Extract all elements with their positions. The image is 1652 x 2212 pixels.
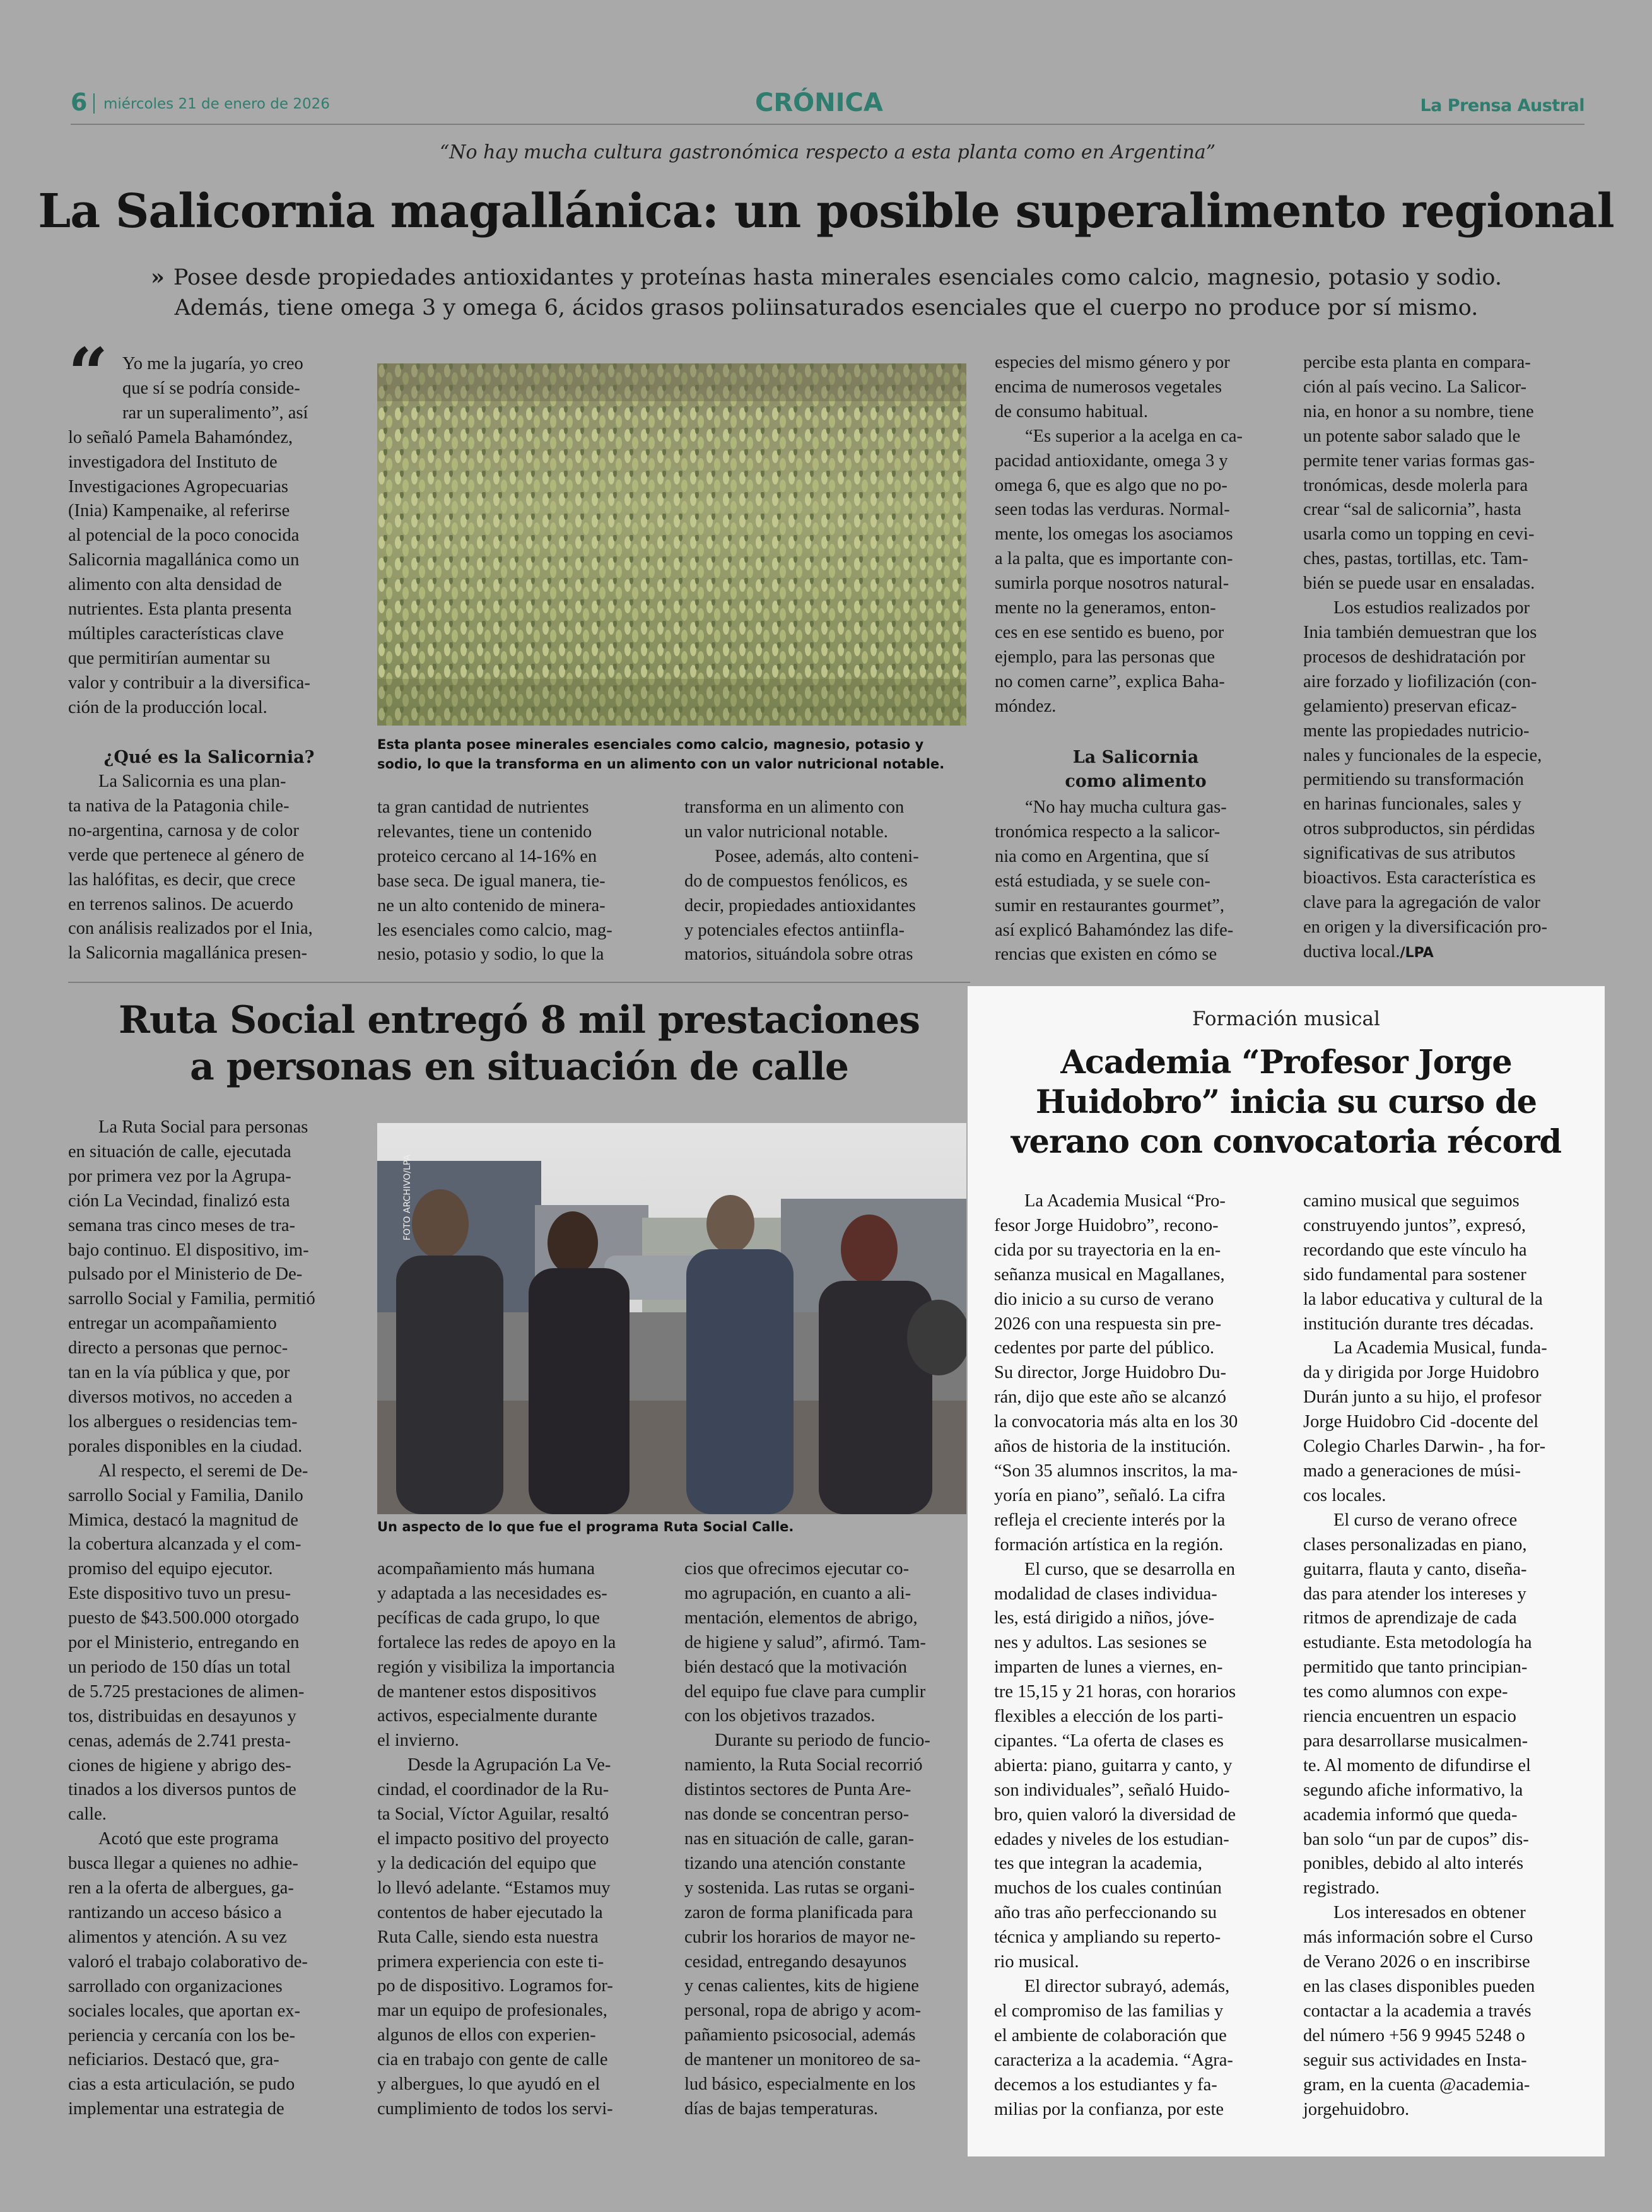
- text-line: milias por la confianza, por este: [994, 2099, 1224, 2119]
- text-line: procesos de deshidratación por: [1303, 647, 1526, 667]
- text-line: da y dirigida por Jorge Huidobro: [1303, 1363, 1539, 1383]
- text-line: el ambiente de colaboración que: [994, 2025, 1227, 2045]
- text-line: técnica y ampliando su reperto-: [994, 1927, 1221, 1948]
- text-line: les, está dirigido a niños, jóve-: [994, 1608, 1215, 1628]
- text-line: omega 6, que es algo que no po-: [995, 475, 1227, 495]
- text-line: formación artística en la región.: [994, 1534, 1224, 1555]
- article1-column-2: [377, 796, 659, 967]
- text-line: edades y niveles de los estudian-: [994, 1829, 1229, 1849]
- text-line: tos, distribuidas en desayunos y: [68, 1706, 296, 1726]
- text-line: riencia encuentren un espacio: [1303, 1707, 1516, 1727]
- text-line: y cenas calientes, kits de higiene: [684, 1976, 919, 1996]
- text-line: Inia también demuestran que los: [1303, 622, 1537, 642]
- text-line: un valor nutricional notable.: [684, 821, 888, 842]
- text-line: decir, propiedades antioxidantes: [684, 895, 916, 915]
- text-line: valoró el trabajo colaborativo de-: [68, 1951, 308, 1972]
- text-line: y albergues, lo que ayudó en el: [377, 2074, 600, 2095]
- text-line: la convocatoria más alta en los 30: [994, 1412, 1238, 1432]
- text-line: otros subproductos, sin pérdidas: [1303, 819, 1535, 839]
- text-line: ciones de higiene y abrigo des-: [68, 1755, 291, 1775]
- text-line: en origen y la diversificación pro-: [1303, 917, 1547, 937]
- text-line: El curso, que se desarrolla en: [1024, 1559, 1235, 1579]
- salicornia-photo-caption: Esta planta posee minerales esenciales como calcio, magnesio, potasio y sodio, lo que la transforma en un alimento con un valor nutricional notable.: [377, 737, 945, 772]
- text-line: de Verano 2026 o en inscribirse: [1303, 1952, 1530, 1972]
- text-line: ches, pastas, tortillas, etc. Tam-: [1303, 549, 1528, 569]
- text-line: bién se puede usar en ensaladas.: [1303, 574, 1535, 594]
- text-line: Este dispositivo tuvo un presu-: [68, 1584, 291, 1604]
- text-line: Yo me la jugaría, yo creo: [122, 354, 303, 374]
- text-line: [1303, 940, 1585, 966]
- text-line: que permitirían aumentar su: [68, 648, 271, 668]
- text-line: pacidad antioxidante, omega 3 y: [995, 450, 1228, 471]
- quote-mark-icon: “: [68, 332, 108, 414]
- text-line: academia informó que queda-: [1303, 1804, 1518, 1825]
- text-line: un periodo de 150 días un total: [68, 1657, 291, 1677]
- text-line: periencia y cercanía con los be-: [68, 2025, 296, 2045]
- text-line: especies del mismo género y por: [995, 353, 1230, 372]
- text-line: días de bajas temperaturas.: [684, 2098, 879, 2119]
- text-line: en terrenos salinos. De acuerdo: [68, 894, 293, 914]
- text-line: institución durante tres décadas.: [1303, 1314, 1534, 1334]
- page-header: [71, 88, 1585, 124]
- text-line: móndez.: [995, 696, 1057, 716]
- article1-headline: La Salicornia magallánica: un posible superalimento regional: [38, 184, 1614, 238]
- text-line: rantizando un acceso básico a: [68, 1903, 282, 1922]
- text-line: rar un superalimento”, así: [122, 403, 308, 423]
- text-line: de mantener estos dispositivos: [377, 1681, 597, 1702]
- text-line: tan en la vía pública y que, por: [68, 1363, 290, 1383]
- text-line: ción de la producción local.: [68, 697, 267, 717]
- text-line: “No hay mucha cultura gas-: [1025, 797, 1227, 817]
- text-line: sumirla porque nosotros natural-: [995, 574, 1229, 594]
- text-line: Los estudios realizados por: [1333, 598, 1530, 618]
- text-line: ban solo “un par de cupos” dis-: [1303, 1829, 1529, 1849]
- text-line: verde que pertenece al género de: [68, 845, 305, 865]
- text-line: La Academia Musical, funda-: [1333, 1338, 1547, 1358]
- text-line: así explicó Bahamóndez las dife-: [995, 920, 1234, 940]
- text-line: bioactivos. Esta característica es: [1303, 868, 1536, 888]
- article2-headline: [68, 997, 970, 1090]
- text-line: calle.: [68, 1804, 107, 1825]
- text-line: nas en situación de calle, garan-: [684, 1828, 915, 1849]
- text-line: Durán junto a su hijo, el profesor: [1303, 1387, 1542, 1408]
- text-line: en las clases disponibles pueden: [1303, 1977, 1535, 1996]
- text-line: El curso de verano ofrece: [1333, 1510, 1518, 1530]
- text-line: muchos de los cuales continúan: [994, 1878, 1222, 1898]
- subhead-line: como alimento: [1065, 772, 1207, 791]
- article2-column-1: [68, 1115, 350, 2122]
- text-line: transforma en un alimento con: [684, 797, 905, 817]
- article1-column-1-bottom: [68, 770, 350, 966]
- headline-line: Ruta Social entregó 8 mil prestaciones: [119, 998, 920, 1042]
- text-line: contentos de haber ejecutado la: [377, 1902, 603, 1922]
- text-line: promiso del equipo ejecutor.: [68, 1559, 273, 1579]
- text-line: alimento con alta densidad de: [68, 575, 282, 595]
- text-line: cia en trabajo con gente de calle: [377, 2050, 608, 2070]
- text-line: mentación, elementos de abrigo,: [684, 1608, 918, 1628]
- text-line: y sostenida. Las rutas se organi-: [684, 1878, 915, 1898]
- article1-column-4-top: [995, 351, 1277, 719]
- text-line: permitido que tanto principian-: [1303, 1657, 1528, 1678]
- text-line: los albergues o residencias tem-: [68, 1411, 298, 1432]
- subhead-line: La Salicornia: [1072, 748, 1199, 767]
- text-line: personal, ropa de abrigo y acom-: [684, 2001, 922, 2021]
- text-line: mo agrupación, en cuanto a ali-: [684, 1583, 911, 1603]
- text-line: nia, en honor a su nombre, tiene: [1303, 401, 1534, 421]
- text-line: ne un alto contenido de minera-: [377, 895, 606, 915]
- text-line: señanza musical en Magallanes,: [994, 1264, 1225, 1285]
- text-line: encima de numerosos vegetales: [995, 377, 1222, 397]
- article1-signature: /LPA: [1400, 944, 1434, 961]
- text-line: no-argentina, carnosa y de color: [68, 820, 299, 840]
- text-line: recordando que este vínculo ha: [1303, 1240, 1527, 1260]
- text-line: valor y contribuir a la diversifica-: [68, 673, 310, 693]
- text-line: está estudiada, y se suele con-: [995, 871, 1210, 891]
- text-line: usarla como un topping en cevi-: [1303, 524, 1535, 544]
- text-line: matorios, situándola sobre otras: [684, 944, 913, 965]
- text-line: tizando una atención constante: [684, 1853, 906, 1873]
- text-line: 2026 con una respuesta sin pre-: [994, 1314, 1222, 1334]
- page-number: 6: [71, 88, 88, 116]
- text-line: las halófitas, es decir, que crece: [68, 869, 296, 890]
- ruta-social-photo: [377, 1123, 966, 1514]
- text-line: flexibles a elección de los parti-: [994, 1707, 1224, 1727]
- text-line: bajo continuo. El dispositivo, im-: [68, 1240, 309, 1260]
- text-line: caracteriza a la academia. “Agra-: [994, 2050, 1233, 2070]
- text-line: la labor educativa y cultural de la: [1303, 1289, 1543, 1309]
- text-line: algunos de ellos con experien-: [377, 2025, 596, 2045]
- text-line: nia como en Argentina, que sí: [995, 846, 1209, 866]
- text-line: Ruta Calle, siendo esta nuestra: [377, 1927, 599, 1947]
- text-line: ejemplo, para las personas que: [995, 647, 1215, 667]
- text-line: cedentes por parte del público.: [994, 1338, 1214, 1358]
- text-line: para desarrollarse musicalmen-: [1303, 1731, 1528, 1751]
- text-line: ta Social, Víctor Aguilar, resaltó: [377, 1804, 609, 1825]
- text-line: lud básico, especialmente en los: [684, 2074, 916, 2095]
- text-line: nales y funcionales de la especie,: [1303, 745, 1542, 765]
- text-line: mente, los omegas los asociamos: [995, 524, 1233, 544]
- header-rule: [71, 124, 1585, 125]
- text-line: jorgehuidobro.: [1303, 2099, 1410, 2119]
- text-line: refleja el creciente interés por la: [994, 1510, 1226, 1530]
- text-line: fesor Jorge Huidobro”, recono-: [994, 1215, 1219, 1235]
- text-line: mado a generaciones de músi-: [1303, 1461, 1521, 1481]
- text-line: seen todas las verduras. Normal-: [995, 500, 1230, 520]
- text-line: Durante su periodo de funcio-: [715, 1731, 930, 1751]
- text-line: segundo afiche informativo, la: [1303, 1780, 1523, 1800]
- text-line: zaron de forma planificada para: [684, 1902, 913, 1922]
- text-line: rio musical.: [994, 1952, 1079, 1972]
- text-line: Los interesados en obtener: [1333, 1903, 1526, 1923]
- text-line: nutrientes. Esta planta presenta: [68, 599, 292, 620]
- text-line: acompañamiento más humana: [377, 1559, 595, 1579]
- text-line: cipantes. “La oferta de clases es: [994, 1731, 1224, 1751]
- text-line: tronómicas, desde molerla para: [1303, 475, 1528, 495]
- text-line: bién destacó que la motivación: [684, 1657, 907, 1677]
- text-line: por el Ministerio, entregando en: [68, 1633, 300, 1653]
- text-line: Desde la Agrupación La Ve-: [407, 1755, 611, 1775]
- text-line: Investigaciones Agropecuarias: [68, 476, 288, 497]
- text-line: ción La Vecindad, finalizó esta: [68, 1191, 290, 1211]
- text-line: neficiarios. Destacó que, gra-: [68, 2050, 279, 2070]
- subhead-que-es: ¿Qué es la Salicornia?: [103, 748, 315, 767]
- text-line: po de dispositivo. Logramos for-: [377, 1976, 613, 1996]
- text-line: por primera vez por la Agrupa-: [68, 1166, 291, 1186]
- text-line: ción al país vecino. La Salicor-: [1303, 377, 1526, 397]
- text-line: busca llegar a quienes no adhie-: [68, 1854, 298, 1874]
- text-line: (Inia) Kampenaike, al referirse: [68, 501, 290, 521]
- article1-kicker: “No hay mucha cultura gastronómica respecto a esta planta como en Argentina”: [439, 141, 1216, 163]
- text-line: de mantener un monitoreo de sa-: [684, 2050, 921, 2070]
- text-line: imparten de lunes a viernes, en-: [994, 1657, 1223, 1678]
- text-line: alimentos y atención. A su vez: [68, 1927, 287, 1947]
- text-line: proteico cercano al 14-16% en: [377, 846, 597, 866]
- text-line: das para atender los intereses y: [1303, 1584, 1526, 1604]
- header-divider: [93, 93, 95, 114]
- text-line: lo señaló Pamela Bahamóndez,: [68, 427, 293, 447]
- text-line: permite tener varias formas gas-: [1303, 450, 1535, 471]
- text-line: sarrollo Social y Familia, Danilo: [68, 1485, 303, 1505]
- ruta-social-photo-caption: Un aspecto de lo que fue el programa Ruta Social Calle.: [377, 1519, 794, 1534]
- text-line: rencias que existen en cómo se: [995, 944, 1217, 965]
- text-line: ponibles, debido al alto interés: [1303, 1854, 1524, 1874]
- text-line: con análisis realizados por el Inia,: [68, 919, 313, 939]
- text-line: clave para la agregación de valor: [1303, 892, 1540, 912]
- academia-article-box: [968, 986, 1605, 2156]
- text-line: cias a esta articulación, se pudo: [68, 2074, 295, 2095]
- article1-deck: [95, 262, 1558, 323]
- text-line: “Son 35 alumnos inscritos, la ma-: [994, 1461, 1238, 1481]
- text-line: Colegio Charles Darwin- , ha for-: [1303, 1437, 1546, 1457]
- headline-line: verano con convocatoria récord: [1011, 1123, 1562, 1161]
- article3-column-1: [994, 1189, 1276, 2122]
- text-line: mente no la generamos, enton-: [995, 598, 1216, 618]
- text-line: mar un equipo de profesionales,: [377, 2001, 607, 2021]
- text-line: sociales locales, que aportan ex-: [68, 2001, 300, 2021]
- text-line: Mimica, destacó la magnitud de: [68, 1510, 298, 1530]
- text-line: sarrollo Social y Familia, permitió: [68, 1289, 315, 1309]
- article3-column-2: [1303, 1189, 1585, 2122]
- text-line: puesto de $43.500.000 otorgado: [68, 1608, 299, 1628]
- article3-headline: [968, 1043, 1605, 1162]
- article3-kicker: Formación musical: [1192, 1008, 1380, 1030]
- text-line: Jorge Huidobro Cid -docente del: [1303, 1412, 1539, 1432]
- text-line: permitiendo su transformación: [1303, 770, 1524, 790]
- text-line: sido fundamental para sostener: [1303, 1264, 1526, 1285]
- text-line: ren a la oferta de albergues, ga-: [68, 1878, 294, 1898]
- text-line: Al respecto, el seremi de De-: [98, 1461, 308, 1481]
- text-line: seguir sus actividades en Insta-: [1303, 2050, 1527, 2070]
- text-line: y la dedicación del equipo que: [377, 1853, 597, 1873]
- text-line: Salicornia magallánica como un: [68, 550, 300, 570]
- text-line: aire forzado y liofilización (con-: [1303, 671, 1537, 691]
- salicornia-photo: [377, 363, 966, 726]
- deck-line: Además, tiene omega 3 y omega 6, ácidos grasos poliinsaturados esenciales que el cuerpo no produce por sí mismo.: [174, 295, 1479, 321]
- text-line: sumir en restaurantes gourmet”,: [995, 895, 1225, 915]
- text-line: el impacto positivo del proyecto: [377, 1828, 609, 1849]
- text-line: son individuales”, señaló Huido-: [994, 1780, 1230, 1800]
- text-line: el compromiso de las familias y: [994, 2001, 1224, 2021]
- text-line: les esenciales como calcio, mag-: [377, 920, 612, 940]
- text-line: en harinas funcionales, sales y: [1303, 794, 1521, 815]
- text-line: decemos a los estudiantes y fa-: [994, 2074, 1217, 2095]
- subhead-como-alimento: [995, 746, 1277, 794]
- article2-column-2: [377, 1557, 659, 2122]
- text-line: La Salicornia es una plan-: [98, 772, 286, 791]
- text-line: cubrir los horarios de mayor ne-: [684, 1927, 916, 1947]
- section-name: CRÓNICA: [755, 88, 883, 117]
- text-line: mente las propiedades nutricio-: [1303, 721, 1530, 741]
- text-line: pañamiento psicosocial, además: [684, 2025, 916, 2045]
- text-line: nesio, potasio y sodio, lo que la: [377, 944, 604, 965]
- text-line: namiento, la Ruta Social recorrió: [684, 1755, 923, 1775]
- text-line: al potencial de la poco conocida: [68, 526, 300, 546]
- text-line: año tras año perfeccionando su: [994, 1903, 1217, 1923]
- headline-line: Huidobro” inicia su curso de: [1035, 1083, 1537, 1121]
- text-line: guitarra, flauta y canto, diseña-: [1303, 1559, 1527, 1579]
- text-line: primera experiencia con este ti-: [377, 1951, 604, 1972]
- text-line: relevantes, tiene un contenido: [377, 821, 592, 842]
- text-line: del equipo fue clave para cumplir: [684, 1681, 926, 1702]
- article1-column-4-bottom: [995, 796, 1277, 967]
- text-line: dio inicio a su curso de verano: [994, 1289, 1214, 1309]
- text-line: base seca. De igual manera, tie-: [377, 871, 606, 891]
- text-line: a la palta, que es importante con-: [995, 549, 1233, 569]
- text-line: del número +56 9 9945 5248 o: [1303, 2025, 1525, 2045]
- text-line: “Es superior a la acelga en ca-: [1025, 426, 1243, 446]
- text-line: cida por su trayectoria en la en-: [994, 1240, 1221, 1260]
- text-line: Acotó que este programa: [98, 1829, 279, 1849]
- text-line: de higiene y salud”, afirmó. Tam-: [684, 1632, 926, 1652]
- text-line: cios que ofrecimos ejecutar co-: [684, 1559, 910, 1579]
- text-line: te. Al momento de difundirse el: [1303, 1755, 1531, 1775]
- text-line: porales disponibles en la ciudad.: [68, 1436, 303, 1456]
- text-line: años de historia de la institución.: [994, 1437, 1231, 1457]
- text-line: entregar un acompañamiento: [68, 1314, 277, 1334]
- text-line: ritmos de aprendizaje de cada: [1303, 1608, 1517, 1628]
- text-line: no comen carne”, explica Baha-: [995, 671, 1225, 691]
- text-line: estudiante. Esta metodología ha: [1303, 1633, 1532, 1653]
- text-line: modalidad de clases individua-: [994, 1584, 1217, 1604]
- deck-bullet-icon: »: [151, 264, 165, 290]
- text-line: nas donde se concentran perso-: [684, 1804, 910, 1825]
- text-line: pulsado por el Ministerio de De-: [68, 1264, 303, 1285]
- text-line: y potenciales efectos antiinfla-: [684, 920, 905, 940]
- article1-column-3: [684, 796, 966, 967]
- text-line: bro, quien valoró la diversidad de: [994, 1804, 1236, 1825]
- text-line: El director subrayó, además,: [1024, 1977, 1230, 1996]
- text-line: un potente sabor salado que le: [1303, 426, 1521, 446]
- newspaper-name: La Prensa Austral: [1420, 96, 1585, 115]
- text-line: cenas, además de 2.741 presta-: [68, 1731, 291, 1751]
- text-line: que sí se podría conside-: [122, 378, 300, 398]
- article1-column-1-top: [68, 352, 350, 721]
- article-separator: [68, 982, 970, 983]
- text-line: de 5.725 prestaciones de alimen-: [68, 1681, 305, 1702]
- text-line: ta gran cantidad de nutrientes: [377, 797, 589, 817]
- text-line: registrado.: [1303, 1878, 1380, 1898]
- photo-credit: FOTO ARCHIVO/LPA: [402, 1154, 413, 1241]
- article1-column-5: [1303, 351, 1585, 966]
- text-line: Posee, además, alto conteni-: [715, 846, 919, 866]
- text-line: con los objetivos trazados.: [684, 1706, 876, 1726]
- street-scene-image: [377, 1123, 966, 1514]
- text-line: camino musical que seguimos: [1303, 1191, 1520, 1211]
- text-line: múltiples características clave: [68, 623, 284, 644]
- text-line: lo llevó adelante. “Estamos muy: [377, 1878, 611, 1898]
- text-line: región y visibiliza la importancia: [377, 1657, 615, 1677]
- text-line: tes como alumnos con expe-: [1303, 1682, 1508, 1702]
- text-line: pecíficas de cada grupo, lo que: [377, 1608, 600, 1628]
- text-line: el invierno.: [377, 1731, 459, 1751]
- text-line: cesidad, entregando desayunos: [684, 1951, 907, 1972]
- text-line: cos locales.: [1303, 1485, 1386, 1505]
- text-line: diversos motivos, no acceden a: [68, 1387, 293, 1407]
- article2-column-3: [684, 1557, 966, 2122]
- text-line: y adaptada a las necesidades es-: [377, 1583, 607, 1603]
- text-line: cumplimiento de todos los servi-: [377, 2098, 613, 2119]
- text-line: cindad, el coordinador de la Ru-: [377, 1780, 609, 1800]
- page-date: miércoles 21 de enero de 2026: [103, 96, 330, 112]
- text-line: La Ruta Social para personas: [98, 1117, 308, 1137]
- text-line: construyendo juntos”, expresó,: [1303, 1215, 1526, 1235]
- text-line: La Academia Musical “Pro-: [1024, 1191, 1226, 1211]
- text-line: implementar una estrategia de: [68, 2099, 284, 2119]
- text-line: abierta: piano, guitarra y canto, y: [994, 1755, 1233, 1775]
- text-line: fortalece las redes de apoyo en la: [377, 1632, 616, 1652]
- deck-line: Posee desde propiedades antioxidantes y proteínas hasta minerales esenciales como calcio, magnesio, potasio y sodio.: [173, 265, 1502, 290]
- text-line: tes que integran la academia,: [994, 1854, 1202, 1874]
- headline-line: Academia “Profesor Jorge: [1060, 1044, 1512, 1081]
- text-line: crear “sal de salicornia”, hasta: [1303, 500, 1521, 520]
- text-line: ta nativa de la Patagonia chile-: [68, 796, 290, 816]
- text-line: clases personalizadas en piano,: [1303, 1534, 1527, 1555]
- text-line-end: ductiva local.: [1303, 941, 1400, 962]
- salicornia-plant-image: [377, 363, 966, 726]
- text-line: semana tras cinco meses de tra-: [68, 1215, 296, 1235]
- text-line: directo a personas que pernoc-: [68, 1338, 288, 1358]
- text-line: la cobertura alcanzada y el com-: [68, 1534, 302, 1555]
- text-line: nes y adultos. Las sesiones se: [994, 1633, 1207, 1653]
- text-line: activos, especialmente durante: [377, 1706, 597, 1726]
- text-line: do de compuestos fenólicos, es: [684, 871, 908, 891]
- text-line: significativas de sus atributos: [1303, 844, 1516, 864]
- text-line: de consumo habitual.: [995, 401, 1148, 421]
- text-line: en situación de calle, ejecutada: [68, 1141, 291, 1162]
- text-line: tre 15,15 y 21 horas, con horarios: [994, 1682, 1236, 1702]
- text-line: la Salicornia magallánica presen-: [68, 943, 308, 963]
- headline-line: a personas en situación de calle: [190, 1045, 848, 1089]
- text-line: tronómica respecto a la salicor-: [995, 821, 1221, 842]
- text-line: más información sobre el Curso: [1303, 1927, 1533, 1948]
- text-line: contactar a la academia a través: [1303, 2001, 1532, 2021]
- text-line: Su director, Jorge Huidobro Du-: [994, 1363, 1226, 1383]
- text-line: ces en ese sentido es bueno, por: [995, 622, 1224, 642]
- text-line: percibe esta planta en compara-: [1303, 353, 1531, 372]
- text-line: tinados a los diversos puntos de: [68, 1780, 296, 1800]
- text-line: distintos sectores de Punta Are-: [684, 1780, 911, 1800]
- text-line: sarrollado con organizaciones: [68, 1976, 283, 1996]
- text-line: gram, en la cuenta @academia-: [1303, 2074, 1530, 2095]
- text-line: gelamiento) preservan eficaz-: [1303, 696, 1517, 716]
- text-line: yoría en piano”, señaló. La cifra: [994, 1485, 1226, 1505]
- text-line: rán, dijo que este año se alcanzó: [994, 1387, 1226, 1408]
- text-line: investigadora del Instituto de: [68, 452, 278, 472]
